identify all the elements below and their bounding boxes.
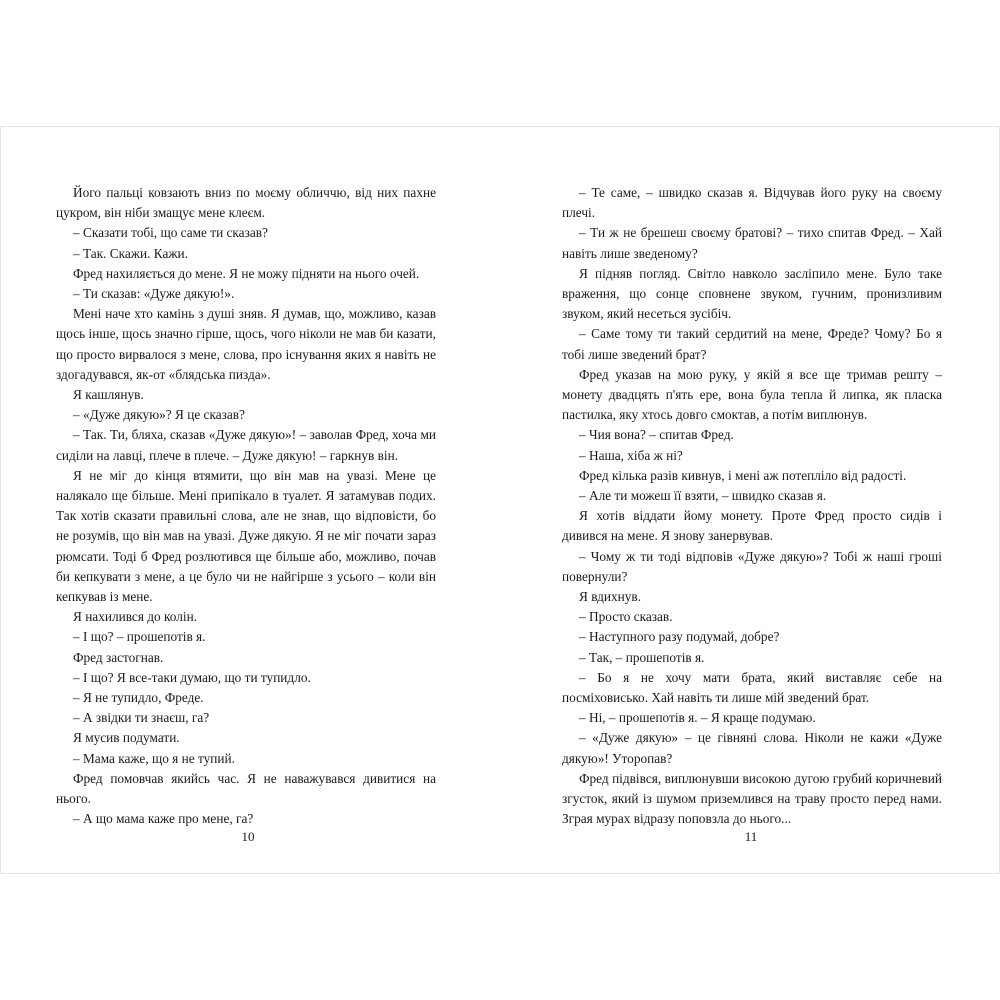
paragraph: – Саме тому ти такий сердитий на мене, Фреде? Чому? Бо я тобі лише зведений брат? bbox=[562, 326, 942, 362]
page-number-right: 11 bbox=[744, 829, 758, 844]
page-number-left: 10 bbox=[241, 829, 255, 844]
paragraph: – І що? – прошепотів я. bbox=[73, 629, 206, 645]
paragraph: Я хотів віддати йому монету. Проте Фред просто сидів і дивився на мене. Я знову занервував. bbox=[562, 508, 942, 544]
paragraph: – Сказати тобі, що саме ти сказав? bbox=[73, 225, 268, 241]
paragraph: – Мама каже, що я не тупий. bbox=[73, 750, 235, 766]
paragraph: – Просто сказав. bbox=[579, 609, 673, 625]
paragraph: – Я не тупидло, Фреде. bbox=[73, 690, 204, 706]
paragraph: – Те саме, – швидко сказав я. Відчував його руку на своєму плечі. bbox=[562, 185, 942, 221]
paragraph: Фред нахиляється до мене. Я не можу підняти на нього очей. bbox=[73, 265, 420, 281]
paragraph: – «Дуже дякую»? Я це сказав? bbox=[73, 407, 245, 423]
paragraph: Я вдихнув. bbox=[579, 589, 642, 605]
paragraph: – Чия вона? – спитав Фред. bbox=[579, 427, 734, 443]
paragraph: Я підняв погляд. Світло навколо засліпило мене. Було таке враження, що сонце сповнене звуком, гучним, пронизливим звуком, який несеться зусібіч. bbox=[562, 265, 942, 322]
paragraph: Мені наче хто камінь з душі зняв. Я думав, що, можливо, казав щось інше, щось значно гірше, щось, чого ніколи не мав би казати, що просто вирвалося з мене, слова, про існування яких я навіть не здогадувався, як-от «блядська пизда». bbox=[56, 306, 436, 382]
paragraph: – Чому ж ти тоді відповів «Дуже дякую»? Тобі ж наші гроші повернули? bbox=[562, 548, 942, 584]
paragraph: – А що мама каже про мене, га? bbox=[73, 811, 254, 827]
paragraph: Я нахилився до колін. bbox=[73, 609, 198, 625]
paragraph: Я кашлянув. bbox=[73, 387, 144, 403]
paragraph: – Так, – прошепотів я. bbox=[579, 649, 705, 665]
paragraph: – Наша, хіба ж ні? bbox=[579, 447, 683, 463]
paragraph: Я не міг до кінця втямити, що він мав на увазі. Мене це налякало ще більше. Мені припікало в туалет. Я затамував подих. Так хотів сказати правильні слова, але не знав, що відповісти, бо не розумів, що він мав на увазі. Дуже дякую. Я не міг почати зараз рюмсати. Тоді б Фред розлютився ще більше або, можливо, почав би кепкувати з мене, а це було чи не найгірше з усього – коли він кепкував із мене. bbox=[56, 467, 436, 605]
paragraph: – Так. Ти, бляха, сказав «Дуже дякую»! – заволав Фред, хоча ми сиділи на лавці, плече в плече. – Дуже дякую! – гаркнув він. bbox=[56, 427, 436, 463]
paragraph: – Так. Скажи. Кажи. bbox=[73, 245, 188, 261]
right-page-text bbox=[562, 183, 942, 830]
paragraph: – Бо я не хочу мати брата, який виставляє себе на посміховисько. Хай навіть ти лише мій зведений брат. bbox=[562, 669, 942, 706]
paragraph: Фред підвівся, виплюнувши високою дугою грубий коричневий згусток, який із шумом приземлився на траву просто перед нами. Зграя мурах відразу поповзла до нього... bbox=[562, 770, 942, 827]
paragraph: – «Дуже дякую» – це гівняні слова. Ніколи не кажи «Дуже дякую»! Уторопав? bbox=[562, 730, 942, 766]
paragraph: Його пальці ковзають вниз по моєму обличчю, від них пахне цукром, він ніби змащує мене клеєм. bbox=[56, 185, 436, 221]
paragraph: – А звідки ти знаєш, га? bbox=[73, 710, 210, 726]
paragraph: – І що? Я все-таки думаю, що ти тупидло. bbox=[73, 669, 311, 685]
paragraph: – Наступного разу подумай, добре? bbox=[579, 629, 780, 645]
paragraph: – Ні, – прошепотів я. – Я краще подумаю. bbox=[579, 710, 816, 726]
paragraph: – Ти сказав: «Дуже дякую!». bbox=[73, 286, 235, 302]
paragraph: – Ти ж не брешеш своєму братові? – тихо спитав Фред. – Хай навіть лише зведеному? bbox=[562, 225, 942, 261]
paragraph: – Але ти можеш її взяти, – швидко сказав я. bbox=[579, 488, 827, 504]
paragraph: Я мусив подумати. bbox=[73, 730, 180, 746]
paragraph: Фред застогнав. bbox=[73, 649, 164, 665]
paragraph: Фред указав на мою руку, у якій я все ще тримав решту – монету двадцять п'ять ере, вона була тепла й липка, як пласка пастилка, яку хтось довго смоктав, а потім виплюнув. bbox=[562, 366, 942, 423]
paragraph: Фред кілька разів кивнув, і мені аж потепліло від радості. bbox=[579, 467, 907, 483]
left-page-text bbox=[56, 183, 436, 830]
paragraph: Фред помовчав якийсь час. Я не наважувався дивитися на нього. bbox=[56, 770, 436, 807]
